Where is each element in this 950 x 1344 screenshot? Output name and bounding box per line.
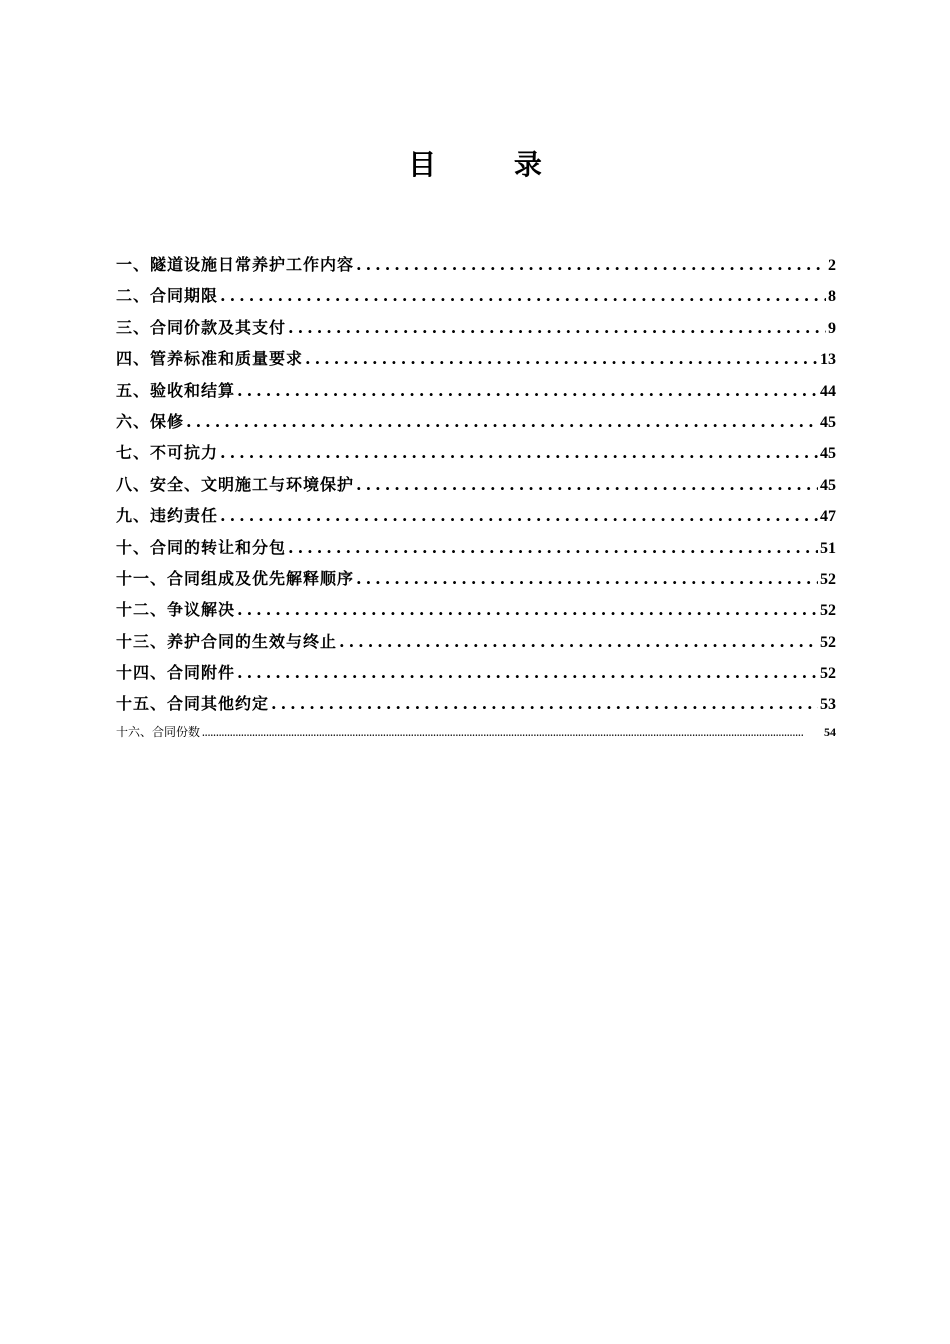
toc-entry-page: 45 bbox=[820, 413, 836, 431]
toc-entry-page: 52 bbox=[820, 570, 836, 588]
toc-entry[interactable] bbox=[116, 440, 836, 471]
toc-entry[interactable] bbox=[116, 472, 836, 503]
toc-entry[interactable] bbox=[116, 597, 836, 628]
toc-entry-page: 9 bbox=[828, 319, 836, 337]
toc-entry-label: 七、不可抗力 bbox=[116, 443, 219, 463]
toc-leader-dots bbox=[237, 663, 818, 682]
toc-entry[interactable] bbox=[116, 315, 836, 346]
page-title: 目 录 bbox=[408, 148, 576, 181]
toc-leader-dots bbox=[220, 443, 818, 462]
toc-entry[interactable] bbox=[116, 252, 836, 283]
toc-entry[interactable] bbox=[116, 346, 836, 377]
toc-entry-label: 十六、合同份数 bbox=[116, 724, 201, 739]
toc-entry[interactable] bbox=[116, 283, 836, 314]
toc-entry-label: 三、合同价款及其支付 bbox=[116, 317, 287, 337]
toc-entry-page: 45 bbox=[820, 476, 836, 494]
toc-entry-page: 13 bbox=[820, 351, 836, 369]
toc-leader-dots bbox=[339, 632, 818, 651]
toc-entry-page: 52 bbox=[820, 633, 836, 651]
toc-entry-page: 53 bbox=[820, 696, 836, 714]
toc-entry-label: 十二、争议解决 bbox=[116, 600, 236, 620]
toc-entry-page: 47 bbox=[820, 508, 836, 526]
toc-entry-page: 52 bbox=[820, 665, 836, 683]
toc-entry-label: 十三、养护合同的生效与终止 bbox=[116, 631, 338, 651]
toc-entry[interactable] bbox=[116, 409, 836, 440]
toc-leader-dots bbox=[186, 412, 818, 431]
toc-entry-label: 四、管养标准和质量要求 bbox=[116, 349, 304, 369]
toc-leader-dots bbox=[356, 569, 818, 588]
toc-leader-dots bbox=[288, 538, 818, 557]
toc-leader-dots bbox=[237, 381, 818, 400]
toc-entry-page: 45 bbox=[820, 445, 836, 463]
toc-entry[interactable] bbox=[116, 566, 836, 597]
toc-entry[interactable] bbox=[116, 660, 836, 691]
toc-leader-dots bbox=[288, 318, 826, 337]
toc-leader-dots bbox=[356, 255, 826, 274]
toc-entry-page: 44 bbox=[820, 382, 836, 400]
toc-entry[interactable] bbox=[116, 503, 836, 534]
toc-entry-label: 五、验收和结算 bbox=[116, 380, 236, 400]
toc-entry-label: 八、安全、文明施工与环境保护 bbox=[116, 474, 355, 494]
toc-leader-dots bbox=[305, 349, 818, 368]
table-of-contents bbox=[116, 252, 836, 747]
toc-entry-label: 十四、合同附件 bbox=[116, 663, 236, 683]
toc-leader-dots bbox=[220, 286, 826, 305]
toc-entry[interactable] bbox=[116, 691, 836, 722]
toc-leader-dots bbox=[356, 475, 818, 494]
toc-leader-dots bbox=[202, 728, 822, 738]
toc-leader-dots bbox=[271, 694, 818, 713]
toc-entry-page: 2 bbox=[828, 257, 836, 274]
toc-entry-label: 六、保修 bbox=[116, 411, 185, 431]
toc-entry-label: 二、合同期限 bbox=[116, 286, 219, 306]
toc-leader-dots bbox=[220, 506, 818, 525]
toc-entry-label: 十一、合同组成及优先解释顺序 bbox=[116, 568, 355, 588]
toc-entry[interactable] bbox=[116, 378, 836, 409]
toc-entry-label: 十、合同的转让和分包 bbox=[116, 537, 287, 557]
toc-entry-label: 九、违约责任 bbox=[116, 506, 219, 526]
toc-entry[interactable] bbox=[116, 629, 836, 660]
toc-entry-page: 8 bbox=[828, 288, 836, 306]
toc-entry[interactable] bbox=[116, 535, 836, 566]
toc-entry[interactable] bbox=[116, 723, 836, 747]
toc-entry-label: 一、隧道设施日常养护工作内容 bbox=[116, 255, 355, 274]
toc-entry-page: 51 bbox=[820, 539, 836, 557]
toc-leader-dots bbox=[237, 600, 818, 619]
toc-entry-label: 十五、合同其他约定 bbox=[116, 694, 270, 714]
toc-entry-page: 52 bbox=[820, 602, 836, 620]
toc-entry-page: 54 bbox=[824, 724, 836, 739]
